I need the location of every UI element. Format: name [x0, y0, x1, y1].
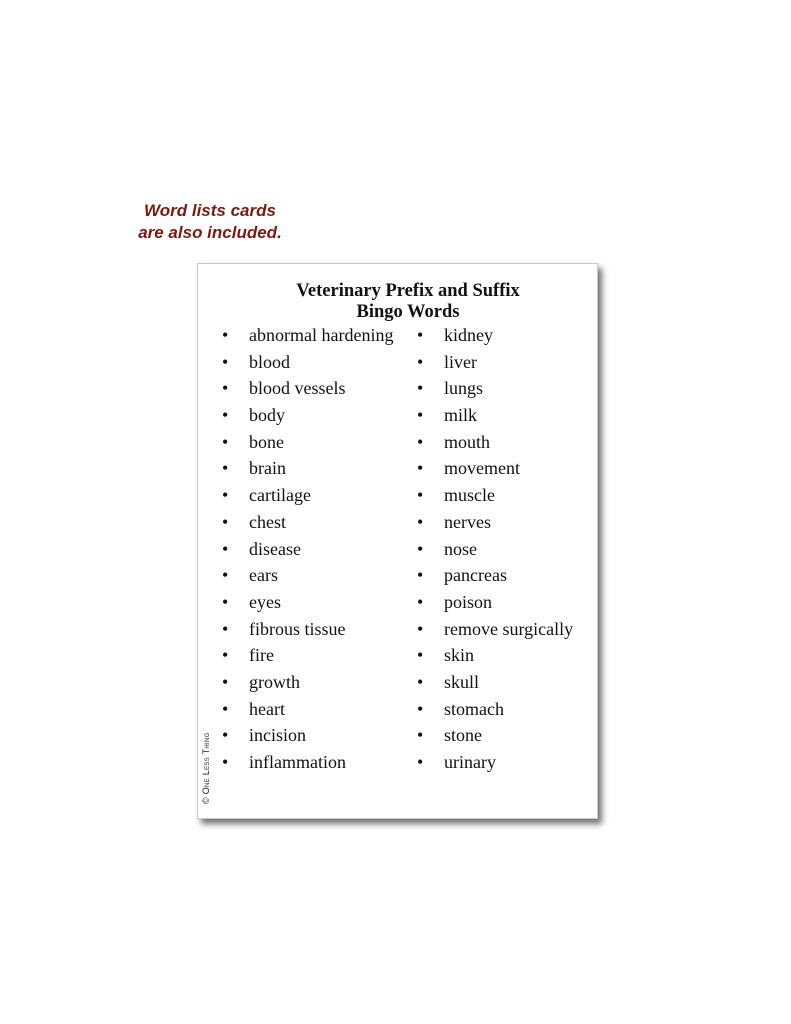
- word-text: blood vessels: [249, 378, 346, 399]
- word-text: remove surgically: [444, 618, 574, 639]
- bullet-icon: •: [417, 325, 424, 345]
- word-text: body: [249, 405, 285, 426]
- word-list-item: [417, 672, 597, 694]
- bullet-icon: •: [417, 618, 424, 639]
- bullet-icon: •: [222, 378, 229, 399]
- word-text: urinary: [444, 752, 496, 772]
- word-text: kidney: [444, 325, 493, 345]
- bullet-icon: •: [222, 671, 229, 692]
- bullet-icon: •: [417, 431, 424, 452]
- word-list-item: [222, 512, 402, 534]
- word-list-item: [222, 645, 402, 667]
- word-list-item: [417, 432, 597, 454]
- bullet-icon: •: [222, 538, 229, 559]
- bullet-icon: •: [417, 458, 424, 479]
- caption-line-2: are also included.: [138, 223, 282, 242]
- word-text: incision: [249, 725, 306, 746]
- bullet-icon: •: [417, 725, 424, 746]
- bullet-icon: •: [222, 752, 229, 772]
- caption-line-1: Word lists cards: [144, 201, 276, 220]
- bullet-icon: •: [417, 752, 424, 772]
- word-list-right: [417, 325, 597, 779]
- word-text: skin: [444, 645, 475, 666]
- word-text: bone: [249, 431, 284, 452]
- title-line-1: Veterinary Prefix and Suffix: [296, 281, 520, 301]
- word-text: milk: [444, 405, 478, 426]
- bullet-icon: •: [222, 325, 229, 345]
- word-text: fibrous tissue: [249, 618, 346, 639]
- bullet-icon: •: [222, 725, 229, 746]
- bullet-icon: •: [222, 458, 229, 479]
- bullet-icon: •: [222, 645, 229, 666]
- word-list-item: [222, 619, 402, 641]
- bullet-icon: •: [417, 351, 424, 372]
- word-list-item: [417, 539, 597, 561]
- bullet-icon: •: [222, 431, 229, 452]
- bullet-icon: •: [222, 485, 229, 506]
- word-list-item: [417, 619, 597, 641]
- word-list-item: [222, 378, 402, 400]
- word-text: heart: [249, 698, 285, 719]
- word-text: eyes: [249, 591, 281, 612]
- word-list-item: [417, 458, 597, 480]
- word-text: nerves: [444, 511, 491, 532]
- word-text: nose: [444, 538, 477, 559]
- word-text: abnormal hardening: [249, 325, 394, 345]
- title-line-2: Bingo Words: [356, 302, 460, 322]
- bullet-icon: •: [222, 618, 229, 639]
- word-text: brain: [249, 458, 286, 479]
- word-text: movement: [444, 458, 520, 479]
- word-text: disease: [249, 538, 301, 559]
- word-text: chest: [249, 511, 286, 532]
- bullet-icon: •: [417, 485, 424, 506]
- word-text: growth: [249, 671, 300, 692]
- word-list-item: [222, 325, 402, 347]
- word-list-item: [222, 699, 402, 721]
- bullet-icon: •: [417, 591, 424, 612]
- word-list-item: [222, 485, 402, 507]
- bullet-icon: •: [417, 405, 424, 426]
- word-list-left: [222, 325, 402, 779]
- card-title: [198, 281, 618, 323]
- word-list-item: [417, 752, 597, 774]
- bullet-icon: •: [222, 351, 229, 372]
- word-list-item: [417, 592, 597, 614]
- word-list-item: [417, 725, 597, 747]
- word-text: stomach: [444, 698, 504, 719]
- word-list-item: [417, 325, 597, 347]
- word-list-item: [417, 645, 597, 667]
- word-list-item: [222, 752, 402, 774]
- word-text: poison: [444, 591, 493, 612]
- bullet-icon: •: [222, 405, 229, 426]
- bullet-icon: •: [222, 511, 229, 532]
- word-list-item: [222, 458, 402, 480]
- word-list-item: [417, 405, 597, 427]
- word-text: lungs: [444, 378, 484, 399]
- word-list-item: [222, 725, 402, 747]
- word-list-item: [222, 405, 402, 427]
- word-text: inflammation: [249, 752, 346, 772]
- word-list-item: [417, 352, 597, 374]
- word-list-item: [417, 512, 597, 534]
- promo-caption: [120, 200, 300, 244]
- bullet-icon: •: [417, 698, 424, 719]
- bullet-icon: •: [417, 538, 424, 559]
- bullet-icon: •: [222, 698, 229, 719]
- word-list-item: [417, 699, 597, 721]
- bullet-icon: •: [417, 645, 424, 666]
- bullet-icon: •: [222, 591, 229, 612]
- word-text: mouth: [444, 431, 491, 452]
- word-text: stone: [444, 725, 482, 746]
- word-text: ears: [249, 565, 278, 586]
- word-text: fire: [249, 645, 274, 666]
- word-text: cartilage: [249, 485, 311, 506]
- word-list-item: [222, 539, 402, 561]
- word-text: pancreas: [444, 565, 507, 586]
- word-list-item: [222, 352, 402, 374]
- word-text: muscle: [444, 485, 495, 506]
- word-list-item: [222, 432, 402, 454]
- bullet-icon: •: [222, 565, 229, 586]
- word-list-item: [222, 672, 402, 694]
- bullet-icon: •: [417, 511, 424, 532]
- word-text: blood: [249, 351, 291, 372]
- word-text: liver: [444, 351, 477, 372]
- word-list-item: [222, 565, 402, 587]
- bullet-icon: •: [417, 671, 424, 692]
- word-list-item: [222, 592, 402, 614]
- bullet-icon: •: [417, 378, 424, 399]
- word-text: skull: [444, 671, 480, 692]
- word-list-item: [417, 565, 597, 587]
- copyright-notice: © One Less Thing: [201, 732, 211, 804]
- word-list-card: [197, 263, 598, 819]
- bullet-icon: •: [417, 565, 424, 586]
- word-list-item: [417, 485, 597, 507]
- word-list-item: [417, 378, 597, 400]
